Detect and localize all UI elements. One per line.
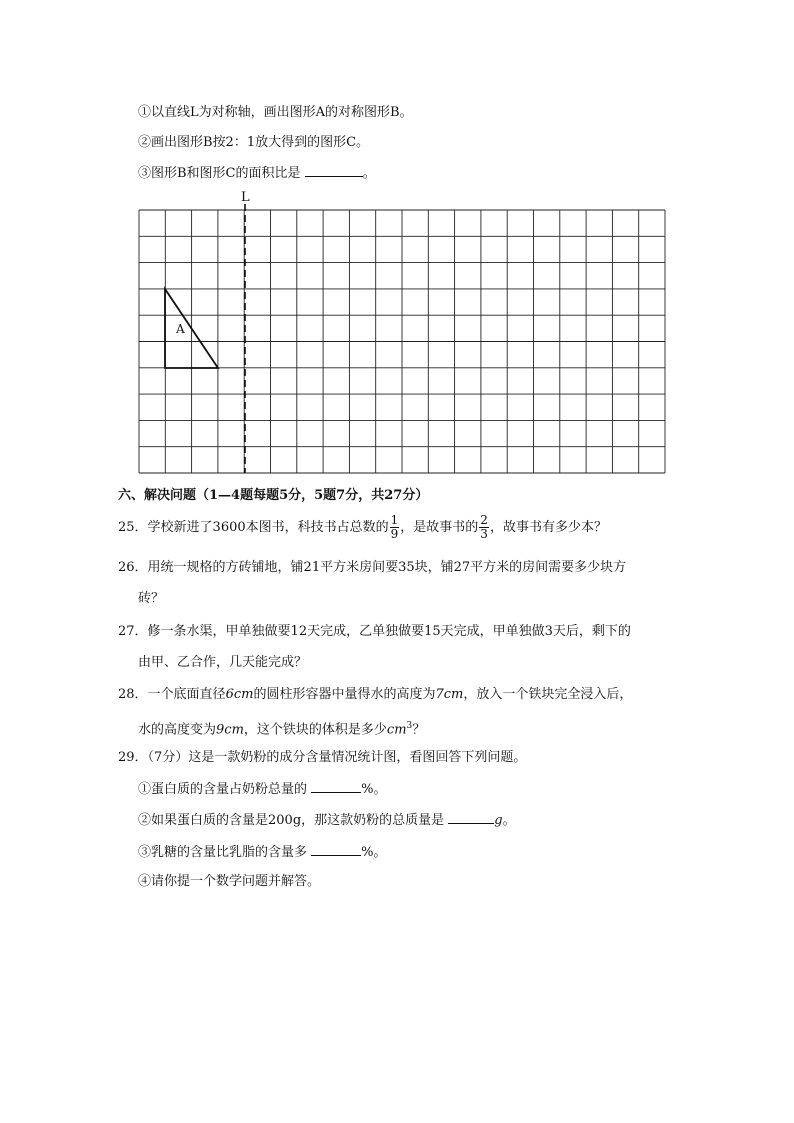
question-25	[118, 514, 607, 542]
q27-number: 27．	[118, 624, 148, 639]
q29-sub2-unit: g	[494, 813, 503, 828]
answer-blank-area-ratio[interactable]	[305, 163, 363, 177]
q28-text-1a: 一个底面直径	[147, 687, 226, 702]
q27-text-1: 修一条水渠，甲单独做要12天完成，乙单独做要15天完成，甲单独做3天后，剩下的	[147, 624, 631, 639]
fraction-1-9-numerator: 1	[390, 513, 399, 527]
q25-number: 25．	[118, 520, 148, 535]
question-26-line-2: 砖？	[138, 591, 165, 606]
grid-figure	[130, 186, 675, 478]
question-29-sub-4: ④请你提一个数学问题并解答。	[138, 874, 321, 889]
q25-text-3: ，故事书有多少本？	[489, 520, 607, 535]
q29-sub3-end: %。	[361, 845, 387, 860]
q28-unit-6cm: 6cm	[225, 687, 254, 702]
answer-blank-total-mass[interactable]	[448, 810, 494, 824]
question-27-line-1	[118, 623, 631, 641]
q26-number: 26．	[118, 560, 148, 575]
question-28-line-2	[138, 717, 425, 739]
q29-intro-text: （7分）这是一款奶粉的成分含量情况统计图，看图回答下列问题。	[147, 750, 527, 765]
section-heading: 六、解决问题（1—4题每题5分，5题7分，共27分）	[118, 488, 429, 503]
instruction-3-text: ③图形B和图形C的面积比是	[138, 166, 301, 181]
fraction-1-9	[390, 514, 400, 541]
fraction-2-3-numerator: 2	[480, 513, 488, 527]
fraction-2-3	[479, 514, 489, 541]
q28-text-2a: 水的高度变为	[138, 722, 217, 738]
q28-number: 28．	[118, 687, 148, 702]
question-29-sub-3	[138, 842, 387, 862]
q26-text-1: 用统一规格的方砖铺地，铺21平方米房间要35块，铺27平方米的房间需要多少块方	[147, 560, 627, 575]
instruction-3	[138, 163, 376, 183]
q25-text-2: ，是故事书的	[400, 520, 479, 535]
grid-lines	[139, 210, 665, 473]
q28-unit-7cm: 7cm	[435, 687, 464, 702]
q28-unit-9cm: 9cm	[216, 722, 244, 738]
question-29-intro	[118, 749, 526, 767]
q29-sub1-end: %。	[361, 782, 387, 797]
answer-blank-lactose-diff[interactable]	[311, 842, 361, 856]
q29-sub2-text: ②如果蛋白质的含量是200g，那这款奶粉的总质量是	[138, 813, 445, 828]
q28-text-2c: ？	[412, 722, 426, 738]
q29-number: 29．	[118, 750, 148, 765]
instruction-1: ①以直线L为对称轴，画出图形A的对称图形B。	[138, 105, 413, 120]
q28-text-1b: 的圆柱形容器中量得水的高度为	[253, 687, 436, 702]
q28-text-1c: ，放入一个铁块完全浸入后，	[463, 687, 633, 702]
shape-a-label: A	[176, 322, 185, 336]
question-26-line-1	[118, 559, 626, 577]
instruction-3-end: 。	[362, 166, 376, 181]
question-27-line-2: 由甲、乙合作，几天能完成？	[138, 655, 308, 670]
q29-sub1-text: ①蛋白质的含量占奶粉总量的	[138, 782, 308, 797]
q25-text-1: 学校新进了3600本图书，科技书占总数的	[147, 520, 389, 535]
question-29-sub-2	[138, 810, 516, 830]
q28-exponent: 3	[406, 721, 413, 731]
question-28-line-1	[118, 686, 632, 704]
fraction-2-3-denominator: 3	[480, 527, 488, 541]
q29-sub2-end: 。	[502, 813, 516, 828]
axis-label-l: L	[241, 190, 250, 205]
q28-text-2b: ，这个铁块的体积是多少	[243, 722, 387, 738]
answer-blank-protein-percent[interactable]	[311, 779, 361, 793]
q28-unit-cm: cm	[386, 722, 407, 738]
fraction-1-9-denominator: 9	[390, 527, 399, 541]
instruction-2: ②画出图形B按2：1放大得到的图形C。	[138, 135, 370, 150]
question-29-sub-1	[138, 779, 387, 799]
q29-sub3-text: ③乳糖的含量比乳脂的含量多	[138, 845, 308, 860]
